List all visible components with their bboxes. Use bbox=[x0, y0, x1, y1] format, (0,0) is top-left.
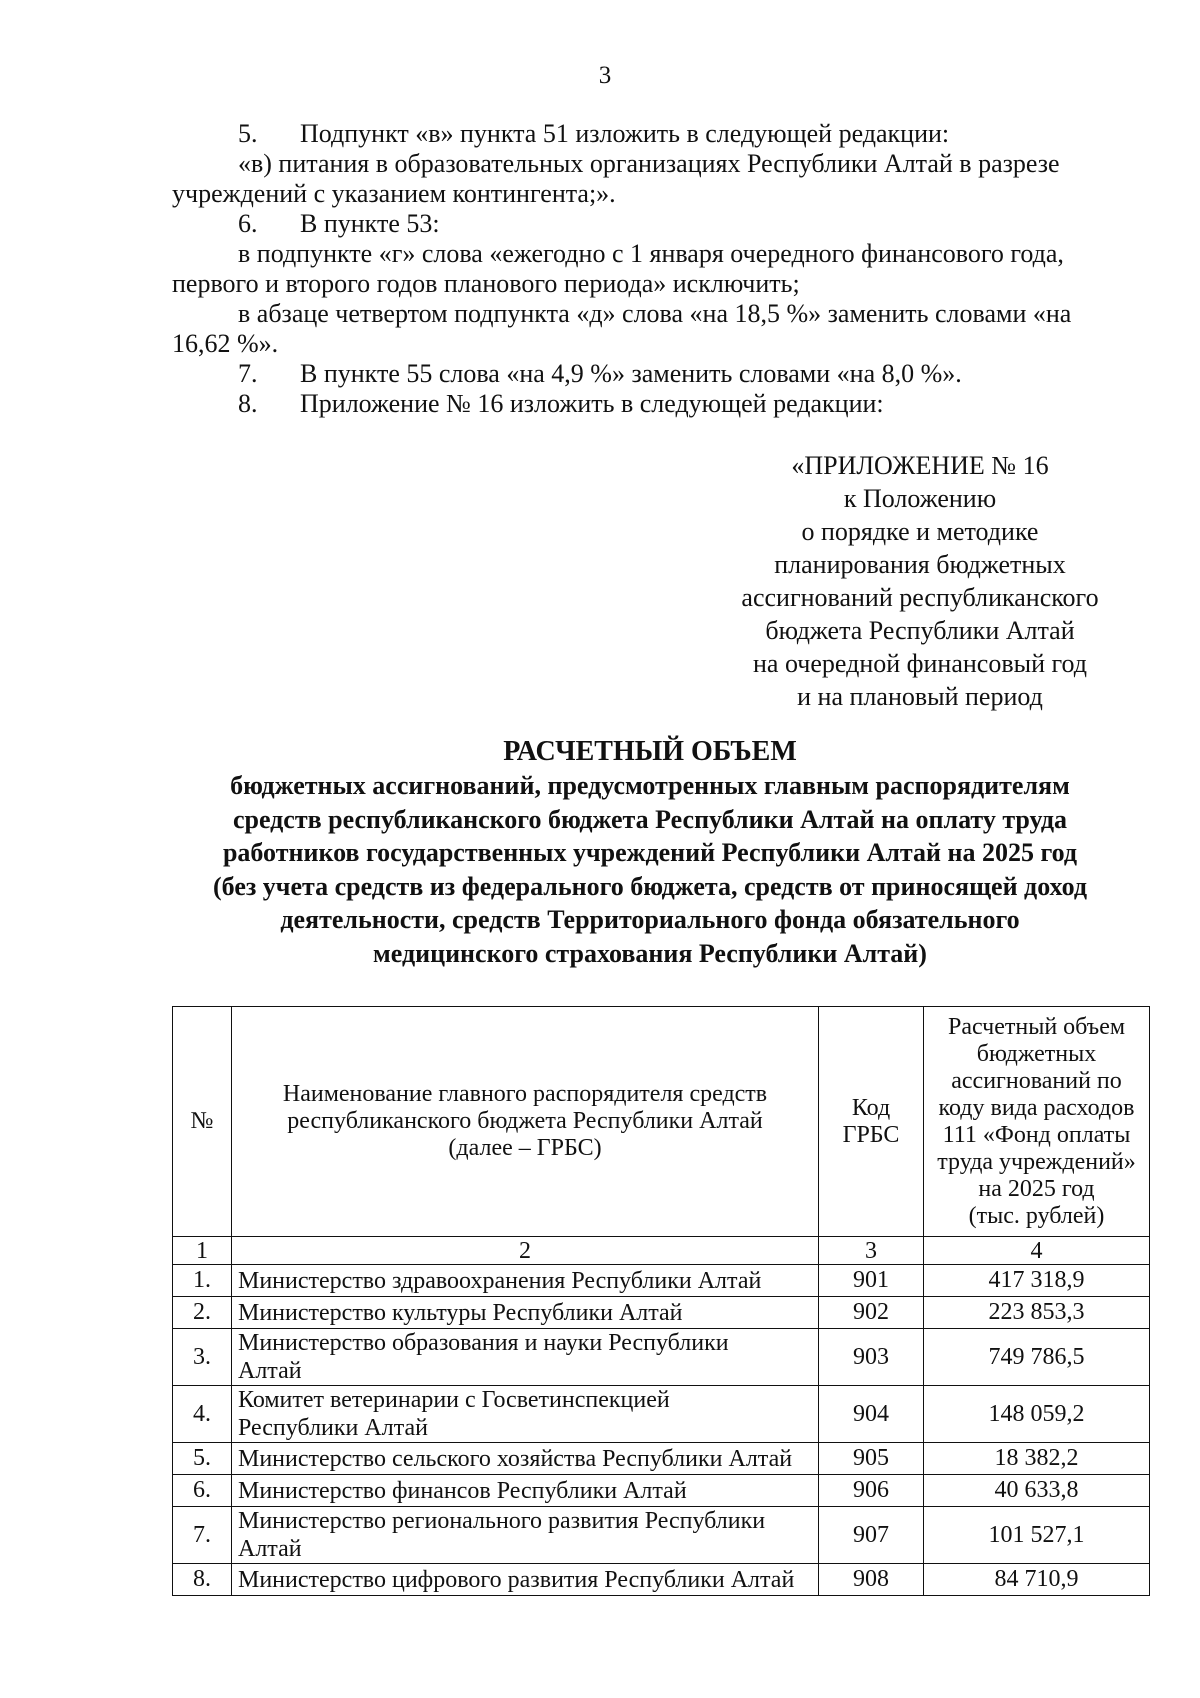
title-subtitle bbox=[150, 769, 1150, 970]
column-index-cell: 3 bbox=[819, 1237, 924, 1265]
row-name: Министерство здравоохранения Республики Алтай bbox=[232, 1265, 819, 1297]
title-main: РАСЧЕТНЫЙ ОБЪЕМ bbox=[503, 736, 797, 767]
row-name bbox=[232, 1329, 819, 1386]
paragraph-6-line-3: первого и второго годов планового периода» исключить; bbox=[172, 269, 800, 298]
row-name-line: Министерство образования и науки Республики bbox=[238, 1330, 729, 1356]
row-num: 7. bbox=[173, 1507, 232, 1564]
row-name-line: Алтай bbox=[238, 1358, 302, 1384]
appendix-line: к Положению bbox=[843, 484, 997, 513]
row-name-line: Министерство регионального развития Республики bbox=[238, 1508, 766, 1534]
table-row bbox=[173, 1297, 1150, 1329]
paragraph-8 bbox=[238, 389, 884, 419]
page-number: 3 bbox=[598, 62, 612, 89]
paragraph-6-line-5: 16,62 %». bbox=[172, 329, 279, 358]
row-name-line: Республики Алтай bbox=[238, 1415, 428, 1441]
appendix-line: ассигнований республиканского bbox=[741, 583, 1099, 612]
row-code: 901 bbox=[819, 1265, 924, 1297]
title-line: деятельности, средств Территориального фонда обязательного bbox=[280, 905, 1020, 934]
header-amount-line: 111 «Фонд оплаты bbox=[942, 1121, 1131, 1148]
header-name-line: республиканского бюджета Республики Алтай bbox=[287, 1108, 763, 1134]
row-num: 1. bbox=[173, 1265, 232, 1297]
paragraph-7-text: В пункте 55 слова «на 4,9 %» заменить словами «на 8,0 %». bbox=[300, 359, 962, 388]
row-code: 902 bbox=[819, 1297, 924, 1329]
paragraph-6-line-2: в подпункте «г» слова «ежегодно с 1 января очередного финансового года, bbox=[238, 239, 1064, 268]
header-amount-line: (тыс. рублей) bbox=[968, 1202, 1105, 1229]
row-name bbox=[232, 1507, 819, 1564]
row-name: Министерство финансов Республики Алтай bbox=[232, 1475, 819, 1507]
row-code: 906 bbox=[819, 1475, 924, 1507]
row-amount: 40 633,8 bbox=[924, 1475, 1150, 1507]
column-index-cell: 1 bbox=[173, 1237, 232, 1265]
appendix-line: о порядке и методике bbox=[801, 517, 1039, 546]
row-name bbox=[232, 1386, 819, 1443]
paragraph-6-text: В пункте 53: bbox=[300, 209, 440, 238]
row-amount: 749 786,5 bbox=[924, 1329, 1150, 1386]
row-code: 907 bbox=[819, 1507, 924, 1564]
paragraph-5-line-2: «в) питания в образовательных организациях Республики Алтай в разрезе bbox=[238, 149, 1060, 178]
table-row bbox=[173, 1386, 1150, 1443]
paragraph-5-text: Подпункт «в» пункта 51 изложить в следующей редакции: bbox=[300, 119, 950, 148]
paragraph-5-line-3: учреждений с указанием контингента;». bbox=[172, 179, 616, 208]
header-name-line: (далее – ГРБС) bbox=[448, 1135, 602, 1161]
row-name: Министерство цифрового развития Республики Алтай bbox=[232, 1564, 819, 1596]
paragraph-7-number: 7. bbox=[238, 359, 258, 388]
header-num: № bbox=[173, 1007, 232, 1237]
paragraph-7 bbox=[238, 359, 962, 389]
title-line: (без учета средств из федерального бюджета, средств от приносящей доход bbox=[213, 871, 1087, 901]
title-line: работников государственных учреждений Республики Алтай на 2025 год bbox=[222, 838, 1078, 867]
row-num: 8. bbox=[173, 1564, 232, 1596]
row-amount: 18 382,2 bbox=[924, 1443, 1150, 1475]
row-num: 4. bbox=[173, 1386, 232, 1443]
row-num: 6. bbox=[173, 1475, 232, 1507]
row-code: 904 bbox=[819, 1386, 924, 1443]
column-index-cell: 4 bbox=[924, 1237, 1150, 1265]
row-code: 903 bbox=[819, 1329, 924, 1386]
paragraph-6 bbox=[238, 209, 440, 239]
header-name-line: Наименование главного распорядителя средств bbox=[282, 1081, 768, 1107]
appendix-header bbox=[720, 449, 1120, 713]
header-amount bbox=[924, 1007, 1150, 1237]
paragraph-8-number: 8. bbox=[238, 389, 258, 418]
table-row bbox=[173, 1564, 1150, 1596]
table-row bbox=[173, 1507, 1150, 1564]
appendix-line: «ПРИЛОЖЕНИЕ № 16 bbox=[791, 451, 1049, 480]
row-name: Министерство культуры Республики Алтай bbox=[232, 1297, 819, 1329]
appendix-line: планирования бюджетных bbox=[774, 550, 1066, 579]
budget-table bbox=[172, 1006, 1150, 1596]
title-line: бюджетных ассигнований, предусмотренных главным распорядителям bbox=[230, 771, 1070, 800]
appendix-line: на очередной финансовый год bbox=[753, 649, 1087, 678]
row-name-line: Комитет ветеринарии с Госветинспекцией bbox=[238, 1387, 670, 1413]
column-index-cell: 2 bbox=[232, 1237, 819, 1265]
row-num: 5. bbox=[173, 1443, 232, 1475]
header-name bbox=[232, 1007, 819, 1237]
row-amount: 417 318,9 bbox=[924, 1265, 1150, 1297]
row-code: 908 bbox=[819, 1564, 924, 1596]
table-row bbox=[173, 1475, 1150, 1507]
header-code-line: Код bbox=[851, 1094, 891, 1121]
title-line: медицинского страхования Республики Алтай) bbox=[373, 938, 927, 968]
row-name: Министерство сельского хозяйства Республики Алтай bbox=[232, 1443, 819, 1475]
column-index-row bbox=[173, 1237, 1150, 1265]
paragraph-8-text: Приложение № 16 изложить в следующей редакции: bbox=[300, 389, 884, 418]
header-code-line: ГРБС bbox=[842, 1121, 900, 1148]
header-amount-line: бюджетных bbox=[976, 1040, 1097, 1067]
paragraph-5-number: 5. bbox=[238, 119, 258, 148]
document-title bbox=[150, 735, 1150, 970]
row-num: 2. bbox=[173, 1297, 232, 1329]
header-amount-line: Расчетный объем bbox=[947, 1013, 1126, 1040]
table-row bbox=[173, 1443, 1150, 1475]
header-amount-line: коду вида расходов bbox=[938, 1094, 1135, 1121]
row-amount: 84 710,9 bbox=[924, 1564, 1150, 1596]
row-name-line: Алтай bbox=[238, 1536, 302, 1562]
paragraph-6-line-4: в абзаце четвертом подпункта «д» слова «на 18,5 %» заменить словами «на bbox=[238, 299, 1072, 328]
table-row bbox=[173, 1329, 1150, 1386]
table-row bbox=[173, 1265, 1150, 1297]
row-num: 3. bbox=[173, 1329, 232, 1386]
appendix-line: бюджета Республики Алтай bbox=[765, 616, 1075, 645]
row-amount: 223 853,3 bbox=[924, 1297, 1150, 1329]
paragraph-6-number: 6. bbox=[238, 209, 258, 238]
table-header-row bbox=[173, 1007, 1150, 1237]
header-amount-line: на 2025 год bbox=[978, 1175, 1095, 1202]
row-amount: 101 527,1 bbox=[924, 1507, 1150, 1564]
appendix-line: и на плановый период bbox=[797, 682, 1043, 711]
header-amount-line: ассигнований по bbox=[951, 1067, 1122, 1094]
header-code bbox=[819, 1007, 924, 1237]
row-code: 905 bbox=[819, 1443, 924, 1475]
row-amount: 148 059,2 bbox=[924, 1386, 1150, 1443]
header-amount-line: труда учреждений» bbox=[937, 1148, 1136, 1175]
title-line: средств республиканского бюджета Республики Алтай на оплату труда bbox=[232, 804, 1068, 834]
paragraph-5 bbox=[238, 119, 949, 149]
